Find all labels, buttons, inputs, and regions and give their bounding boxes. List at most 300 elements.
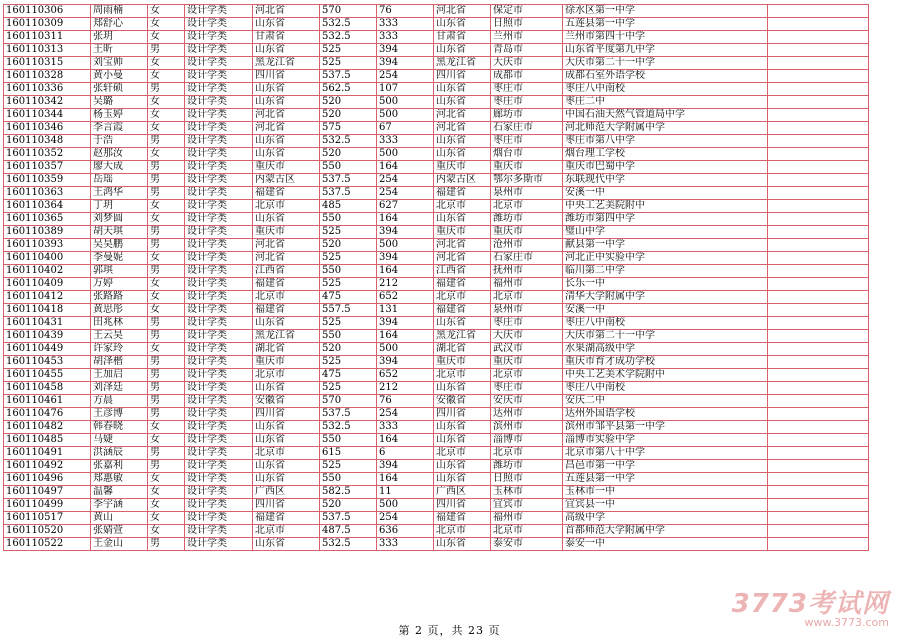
- cell-major: 设计学类: [185, 44, 253, 57]
- cell-home-province: 重庆市: [434, 226, 491, 239]
- cell-rank: 131: [377, 304, 434, 317]
- cell-home-province: 河北省: [434, 109, 491, 122]
- table-row: [4, 369, 869, 382]
- cell-name: 郭琪: [91, 265, 148, 278]
- cell-home-province: 山东省: [434, 460, 491, 473]
- cell-city: 烟台市: [491, 148, 563, 161]
- cell-gender: 男: [148, 226, 185, 239]
- cell-gender: 女: [148, 18, 185, 31]
- cell-name: 胡泽楷: [91, 356, 148, 369]
- cell-rank: 254: [377, 408, 434, 421]
- cell-city: 日照市: [491, 18, 563, 31]
- cell-city: 安庆市: [491, 395, 563, 408]
- watermark-url: www.3773.com: [804, 616, 889, 629]
- table-row: [4, 18, 869, 31]
- cell-gender: 男: [148, 330, 185, 343]
- page-footer: 第 2 页，共 23 页: [398, 624, 501, 637]
- cell-province: 重庆市: [253, 356, 320, 369]
- cell-city: 宜宾市: [491, 499, 563, 512]
- cell-gender: 女: [148, 5, 185, 18]
- cell-empty: [768, 421, 869, 434]
- table-row: [4, 434, 869, 447]
- cell-major: 设计学类: [185, 369, 253, 382]
- cell-home-province: 内蒙古区: [434, 174, 491, 187]
- table-row: [4, 70, 869, 83]
- cell-rank: 652: [377, 291, 434, 304]
- cell-school: 北京市第八十中学: [563, 447, 768, 460]
- table-row: [4, 408, 869, 421]
- cell-student-id: 160110352: [4, 148, 91, 161]
- cell-major: 设计学类: [185, 200, 253, 213]
- cell-major: 设计学类: [185, 291, 253, 304]
- table-row: [4, 96, 869, 109]
- cell-school: 安庆二中: [563, 395, 768, 408]
- cell-home-province: 甘肃省: [434, 31, 491, 44]
- cell-student-id: 160110344: [4, 109, 91, 122]
- cell-name: 李言霞: [91, 122, 148, 135]
- cell-home-province: 北京市: [434, 525, 491, 538]
- cell-major: 设计学类: [185, 239, 253, 252]
- cell-name: 马婕: [91, 434, 148, 447]
- cell-rank: 254: [377, 512, 434, 525]
- cell-student-id: 160110311: [4, 31, 91, 44]
- cell-gender: 女: [148, 499, 185, 512]
- cell-student-id: 160110357: [4, 161, 91, 174]
- cell-rank: 500: [377, 109, 434, 122]
- cell-major: 设计学类: [185, 265, 253, 278]
- cell-empty: [768, 135, 869, 148]
- cell-city: 日照市: [491, 473, 563, 486]
- cell-student-id: 160110328: [4, 70, 91, 83]
- cell-home-province: 山东省: [434, 317, 491, 330]
- cell-school: 烟台理工学校: [563, 148, 768, 161]
- cell-province: 黑龙江省: [253, 57, 320, 70]
- cell-rank: 627: [377, 200, 434, 213]
- cell-student-id: 160110348: [4, 135, 91, 148]
- cell-rank: 652: [377, 369, 434, 382]
- cell-city: 大庆市: [491, 330, 563, 343]
- cell-home-province: 黑龙江省: [434, 57, 491, 70]
- cell-gender: 女: [148, 70, 185, 83]
- table-row: [4, 5, 869, 18]
- cell-student-id: 160110363: [4, 187, 91, 200]
- cell-province: 甘肃省: [253, 31, 320, 44]
- cell-school: 枣庄八中南校: [563, 317, 768, 330]
- cell-gender: 女: [148, 525, 185, 538]
- cell-home-province: 福建省: [434, 278, 491, 291]
- cell-score: 525: [320, 382, 377, 395]
- cell-school: 大庆市第二十一中学: [563, 57, 768, 70]
- cell-city: 滨州市: [491, 421, 563, 434]
- cell-gender: 女: [148, 473, 185, 486]
- cell-major: 设计学类: [185, 31, 253, 44]
- cell-rank: 254: [377, 187, 434, 200]
- cell-name: 许家玲: [91, 343, 148, 356]
- cell-home-province: 山东省: [434, 83, 491, 96]
- cell-student-id: 160110476: [4, 408, 91, 421]
- cell-gender: 男: [148, 447, 185, 460]
- cell-name: 郑舒心: [91, 18, 148, 31]
- cell-gender: 女: [148, 109, 185, 122]
- cell-school: 潍坊市第四中学: [563, 213, 768, 226]
- cell-province: 湖北省: [253, 343, 320, 356]
- table-row: [4, 44, 869, 57]
- cell-name: 吴璐: [91, 96, 148, 109]
- cell-school: 泰安一中: [563, 538, 768, 551]
- cell-empty: [768, 317, 869, 330]
- table-row: [4, 213, 869, 226]
- cell-city: 达州市: [491, 408, 563, 421]
- cell-province: 山东省: [253, 473, 320, 486]
- cell-score: 562.5: [320, 83, 377, 96]
- cell-province: 北京市: [253, 447, 320, 460]
- cell-score: 615: [320, 447, 377, 460]
- cell-score: 550: [320, 265, 377, 278]
- cell-name: 刘梦圆: [91, 213, 148, 226]
- cell-empty: [768, 265, 869, 278]
- cell-score: 520: [320, 109, 377, 122]
- cell-home-province: 福建省: [434, 512, 491, 525]
- cell-province: 山东省: [253, 44, 320, 57]
- cell-home-province: 河北省: [434, 5, 491, 18]
- cell-province: 北京市: [253, 369, 320, 382]
- cell-city: 兰州市: [491, 31, 563, 44]
- cell-empty: [768, 499, 869, 512]
- cell-empty: [768, 83, 869, 96]
- table-row: [4, 278, 869, 291]
- cell-major: 设计学类: [185, 252, 253, 265]
- cell-province: 北京市: [253, 291, 320, 304]
- cell-province: 四川省: [253, 408, 320, 421]
- cell-school: 中央工艺美术学院附中: [563, 369, 768, 382]
- cell-score: 582.5: [320, 486, 377, 499]
- cell-province: 福建省: [253, 278, 320, 291]
- cell-home-province: 北京市: [434, 447, 491, 460]
- cell-province: 黑龙江省: [253, 330, 320, 343]
- table-row: [4, 460, 869, 473]
- cell-score: 525: [320, 317, 377, 330]
- cell-empty: [768, 200, 869, 213]
- cell-name: 田兆林: [91, 317, 148, 330]
- cell-student-id: 160110412: [4, 291, 91, 304]
- cell-name: 丁玥: [91, 200, 148, 213]
- cell-province: 山东省: [253, 421, 320, 434]
- cell-city: 泰安市: [491, 538, 563, 551]
- cell-rank: 164: [377, 434, 434, 447]
- cell-city: 石家庄市: [491, 252, 563, 265]
- cell-city: 枣庄市: [491, 317, 563, 330]
- cell-student-id: 160110485: [4, 434, 91, 447]
- cell-name: 于浩: [91, 135, 148, 148]
- cell-major: 设计学类: [185, 187, 253, 200]
- cell-province: 重庆市: [253, 161, 320, 174]
- cell-city: 重庆市: [491, 356, 563, 369]
- watermark-logo: 3773考试网: [731, 589, 889, 619]
- cell-gender: 女: [148, 96, 185, 109]
- cell-province: 福建省: [253, 187, 320, 200]
- cell-name: 刘宝帅: [91, 57, 148, 70]
- cell-home-province: 山东省: [434, 382, 491, 395]
- cell-school: 山东省平度第九中学: [563, 44, 768, 57]
- cell-score: 525: [320, 356, 377, 369]
- cell-major: 设计学类: [185, 96, 253, 109]
- cell-home-province: 山东省: [434, 434, 491, 447]
- table-row: [4, 395, 869, 408]
- cell-major: 设计学类: [185, 486, 253, 499]
- cell-major: 设计学类: [185, 343, 253, 356]
- cell-home-province: 河北省: [434, 122, 491, 135]
- cell-score: 532.5: [320, 18, 377, 31]
- cell-name: 王金山: [91, 538, 148, 551]
- cell-home-province: 山东省: [434, 421, 491, 434]
- cell-score: 475: [320, 369, 377, 382]
- cell-gender: 男: [148, 83, 185, 96]
- cell-rank: 394: [377, 252, 434, 265]
- cell-major: 设计学类: [185, 356, 253, 369]
- cell-home-province: 山东省: [434, 18, 491, 31]
- cell-province: 山东省: [253, 382, 320, 395]
- cell-school: 中国石油天然气管道局中学: [563, 109, 768, 122]
- cell-score: 525: [320, 57, 377, 70]
- cell-empty: [768, 304, 869, 317]
- cell-gender: 女: [148, 252, 185, 265]
- cell-gender: 女: [148, 512, 185, 525]
- cell-school: 临川第二中学: [563, 265, 768, 278]
- cell-gender: 女: [148, 434, 185, 447]
- cell-gender: 男: [148, 460, 185, 473]
- cell-rank: 394: [377, 226, 434, 239]
- cell-score: 570: [320, 5, 377, 18]
- cell-score: 487.5: [320, 525, 377, 538]
- cell-gender: 男: [148, 408, 185, 421]
- cell-city: 鄂尔多斯市: [491, 174, 563, 187]
- cell-score: 537.5: [320, 408, 377, 421]
- cell-name: 王鸿华: [91, 187, 148, 200]
- cell-empty: [768, 226, 869, 239]
- table-row: [4, 343, 869, 356]
- table-row: [4, 291, 869, 304]
- cell-major: 设计学类: [185, 57, 253, 70]
- cell-rank: 394: [377, 356, 434, 369]
- cell-home-province: 福建省: [434, 304, 491, 317]
- cell-empty: [768, 473, 869, 486]
- cell-home-province: 山东省: [434, 473, 491, 486]
- cell-student-id: 160110336: [4, 83, 91, 96]
- cell-student-id: 160110491: [4, 447, 91, 460]
- cell-province: 河北省: [253, 5, 320, 18]
- cell-major: 设计学类: [185, 135, 253, 148]
- cell-score: 550: [320, 161, 377, 174]
- cell-name: 刘泽廷: [91, 382, 148, 395]
- cell-score: 532.5: [320, 31, 377, 44]
- cell-home-province: 北京市: [434, 369, 491, 382]
- cell-gender: 男: [148, 356, 185, 369]
- table-row: [4, 317, 869, 330]
- cell-school: 河北师范大学附属中学: [563, 122, 768, 135]
- cell-rank: 500: [377, 96, 434, 109]
- cell-rank: 333: [377, 18, 434, 31]
- cell-school: 淄博市实验中学: [563, 434, 768, 447]
- cell-school: 枣庄二中: [563, 96, 768, 109]
- table-row: [4, 148, 869, 161]
- cell-major: 设计学类: [185, 434, 253, 447]
- cell-score: 550: [320, 434, 377, 447]
- cell-name: 张路路: [91, 291, 148, 304]
- cell-name: 李宇涵: [91, 499, 148, 512]
- cell-score: 532.5: [320, 135, 377, 148]
- cell-empty: [768, 525, 869, 538]
- cell-school: 滨州市邹平县第一中学: [563, 421, 768, 434]
- cell-major: 设计学类: [185, 174, 253, 187]
- cell-rank: 6: [377, 447, 434, 460]
- cell-province: 河北省: [253, 109, 320, 122]
- cell-empty: [768, 447, 869, 460]
- cell-student-id: 160110431: [4, 317, 91, 330]
- cell-rank: 394: [377, 460, 434, 473]
- cell-province: 北京市: [253, 525, 320, 538]
- cell-school: 成都石室外语学校: [563, 70, 768, 83]
- cell-home-province: 山东省: [434, 96, 491, 109]
- cell-major: 设计学类: [185, 473, 253, 486]
- cell-rank: 500: [377, 499, 434, 512]
- cell-school: 璧山中学: [563, 226, 768, 239]
- cell-city: 枣庄市: [491, 382, 563, 395]
- cell-province: 山东省: [253, 96, 320, 109]
- cell-gender: 男: [148, 395, 185, 408]
- cell-score: 525: [320, 226, 377, 239]
- cell-rank: 500: [377, 239, 434, 252]
- cell-city: 沧州市: [491, 239, 563, 252]
- cell-name: 张嘉利: [91, 460, 148, 473]
- table-row: [4, 31, 869, 44]
- cell-name: 韩春晓: [91, 421, 148, 434]
- cell-gender: 女: [148, 200, 185, 213]
- cell-student-id: 160110315: [4, 57, 91, 70]
- cell-rank: 212: [377, 278, 434, 291]
- cell-major: 设计学类: [185, 408, 253, 421]
- table-row: [4, 226, 869, 239]
- cell-rank: 164: [377, 161, 434, 174]
- cell-province: 山东省: [253, 538, 320, 551]
- cell-student-id: 160110522: [4, 538, 91, 551]
- cell-score: 485: [320, 200, 377, 213]
- cell-rank: 500: [377, 148, 434, 161]
- cell-school: 枣庄八中南校: [563, 83, 768, 96]
- cell-gender: 女: [148, 278, 185, 291]
- cell-major: 设计学类: [185, 226, 253, 239]
- cell-name: 温馨: [91, 486, 148, 499]
- cell-gender: 女: [148, 486, 185, 499]
- cell-score: 520: [320, 96, 377, 109]
- cell-gender: 男: [148, 239, 185, 252]
- cell-gender: 男: [148, 382, 185, 395]
- cell-province: 四川省: [253, 499, 320, 512]
- cell-name: 周雨楠: [91, 5, 148, 18]
- cell-rank: 636: [377, 525, 434, 538]
- cell-home-province: 福建省: [434, 187, 491, 200]
- cell-province: 河北省: [253, 122, 320, 135]
- cell-city: 福州市: [491, 278, 563, 291]
- cell-home-province: 四川省: [434, 408, 491, 421]
- cell-school: 昌邑市第一中学: [563, 460, 768, 473]
- cell-score: 525: [320, 44, 377, 57]
- cell-school: 安溪一中: [563, 187, 768, 200]
- cell-major: 设计学类: [185, 421, 253, 434]
- cell-major: 设计学类: [185, 83, 253, 96]
- cell-province: 内蒙古区: [253, 174, 320, 187]
- cell-school: 五莲县第一中学: [563, 473, 768, 486]
- cell-name: 吴昊鹏: [91, 239, 148, 252]
- cell-student-id: 160110313: [4, 44, 91, 57]
- cell-home-province: 四川省: [434, 70, 491, 83]
- cell-score: 550: [320, 473, 377, 486]
- cell-home-province: 山东省: [434, 148, 491, 161]
- cell-city: 保定市: [491, 5, 563, 18]
- cell-school: 枣庄市第八中学: [563, 135, 768, 148]
- table-row: [4, 330, 869, 343]
- cell-score: 520: [320, 148, 377, 161]
- cell-school: 玉林市一中: [563, 486, 768, 499]
- cell-student-id: 160110482: [4, 421, 91, 434]
- cell-score: 525: [320, 252, 377, 265]
- cell-home-province: 山东省: [434, 213, 491, 226]
- cell-province: 重庆市: [253, 226, 320, 239]
- table-row: [4, 174, 869, 187]
- cell-empty: [768, 148, 869, 161]
- cell-school: 献县第一中学: [563, 239, 768, 252]
- cell-empty: [768, 239, 869, 252]
- cell-rank: 500: [377, 343, 434, 356]
- cell-major: 设计学类: [185, 304, 253, 317]
- cell-student-id: 160110409: [4, 278, 91, 291]
- cell-home-province: 河北省: [434, 239, 491, 252]
- cell-home-province: 湖北省: [434, 343, 491, 356]
- cell-empty: [768, 278, 869, 291]
- table-row: [4, 525, 869, 538]
- cell-school: 枣庄八中南校: [563, 382, 768, 395]
- cell-score: 557.5: [320, 304, 377, 317]
- cell-gender: 女: [148, 421, 185, 434]
- table-row: [4, 538, 869, 551]
- cell-city: 潍坊市: [491, 213, 563, 226]
- cell-rank: 333: [377, 421, 434, 434]
- cell-empty: [768, 5, 869, 18]
- cell-score: 532.5: [320, 421, 377, 434]
- cell-school: 中央工艺美院附中: [563, 200, 768, 213]
- cell-rank: 67: [377, 122, 434, 135]
- cell-student-id: 160110455: [4, 369, 91, 382]
- cell-major: 设计学类: [185, 148, 253, 161]
- cell-empty: [768, 486, 869, 499]
- cell-school: 五莲县第一中学: [563, 18, 768, 31]
- cell-empty: [768, 187, 869, 200]
- cell-student-id: 160110517: [4, 512, 91, 525]
- cell-rank: 254: [377, 70, 434, 83]
- cell-rank: 76: [377, 5, 434, 18]
- cell-student-id: 160110520: [4, 525, 91, 538]
- cell-score: 550: [320, 213, 377, 226]
- cell-gender: 女: [148, 57, 185, 70]
- cell-major: 设计学类: [185, 18, 253, 31]
- cell-province: 山东省: [253, 434, 320, 447]
- cell-major: 设计学类: [185, 460, 253, 473]
- cell-empty: [768, 70, 869, 83]
- cell-gender: 男: [148, 187, 185, 200]
- cell-rank: 107: [377, 83, 434, 96]
- cell-school: 清华大学附属中学: [563, 291, 768, 304]
- cell-student-id: 160110497: [4, 486, 91, 499]
- cell-student-id: 160110402: [4, 265, 91, 278]
